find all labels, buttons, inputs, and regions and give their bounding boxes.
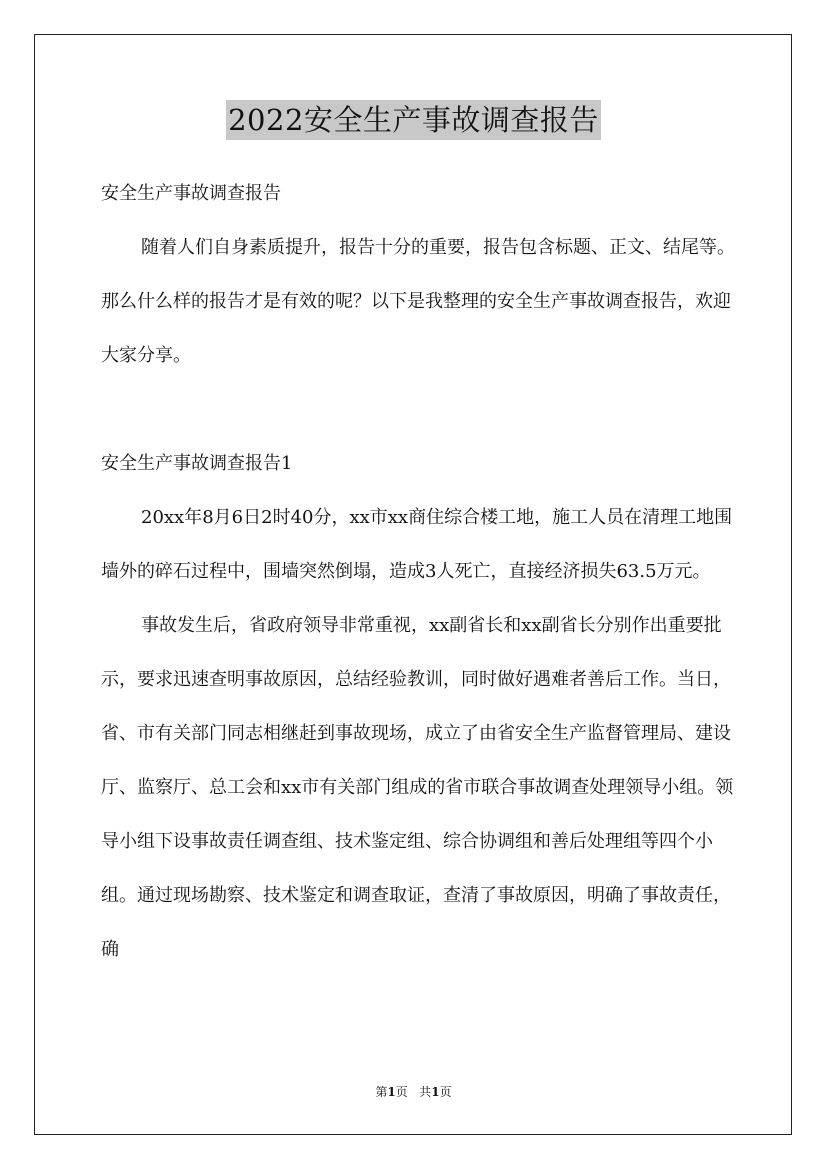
total-prefix: 共	[419, 1085, 432, 1099]
total-number: 1	[431, 1085, 440, 1099]
body-paragraph-2: 事故发生后，省政府领导非常重视，xx副省长和xx副省长分别作出重要批示，要求迅速查明事故原因，总结经验教训，同时做好遇难者善后工作。当日，省、市有关部门同志相继赶到事故现场，成立了由省安全生产监督管理局、建设厅、监察厅、总工会和xx市有关部门组成的省市联合事故调查处理领导小组。领导小组下设事故责任调查组、技术鉴定组、综合协调组和善后处理组等四个小组。通过现场勘察、技术鉴定和调查取证，查清了事故原因，明确了事故责任，确	[101, 615, 734, 960]
body-paragraph-1: 20xx年8月6日2时40分，xx市xx商住综合楼工地，施工人员在清理工地围墙外的碎石过程中，围墙突然倒塌，造成3人死亡，直接经济损失63.5万元。	[101, 507, 733, 582]
title-wrap	[0, 100, 827, 140]
document-body	[101, 167, 741, 977]
page-suffix: 页	[395, 1085, 408, 1099]
page-prefix: 第	[375, 1085, 388, 1099]
page-footer	[0, 1084, 827, 1100]
document-title: 2022安全生产事故调查报告	[226, 100, 601, 140]
section-heading: 安全生产事故调查报告1	[101, 453, 293, 474]
paragraph-spacer	[101, 383, 741, 437]
page-number: 1	[387, 1085, 396, 1099]
document-subtitle: 安全生产事故调查报告	[101, 183, 281, 204]
total-suffix: 页	[439, 1085, 452, 1099]
intro-paragraph: 随着人们自身素质提升，报告十分的重要，报告包含标题、正文、结尾等。那么什么样的报告才是有效的呢？以下是我整理的安全生产事故调查报告，欢迎大家分享。	[101, 237, 735, 366]
